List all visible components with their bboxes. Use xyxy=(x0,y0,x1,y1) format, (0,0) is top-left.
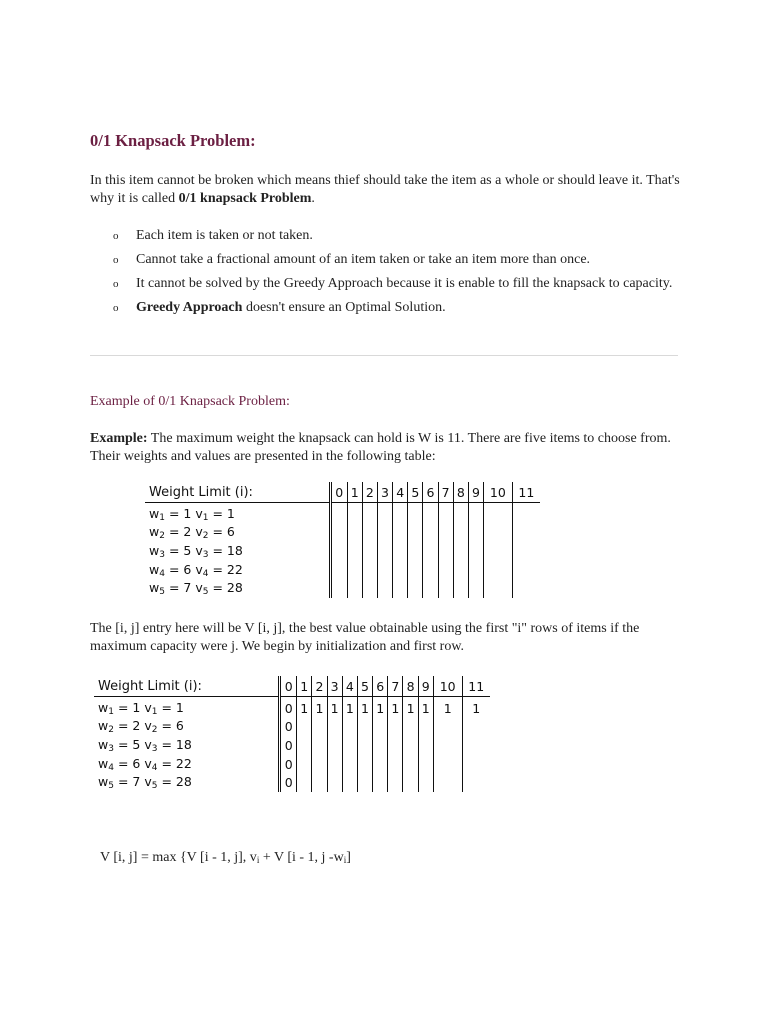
item-weight-value: = 5 xyxy=(164,542,196,558)
table-cell: 1 xyxy=(312,697,327,718)
item-value-value: = 28 xyxy=(208,580,243,596)
recurrence-formula xyxy=(100,850,351,866)
table-cell xyxy=(512,579,540,598)
item-weight-symbol: w xyxy=(149,580,160,596)
table-cell xyxy=(403,718,418,737)
item-value-symbol: v xyxy=(144,755,152,771)
dp-table xyxy=(94,676,490,792)
column-header: 11 xyxy=(512,482,540,503)
table-cell xyxy=(484,503,513,524)
table-cell xyxy=(418,773,433,792)
example-label: Example: xyxy=(90,431,148,446)
table-cell xyxy=(312,755,327,774)
table-cell xyxy=(373,718,388,737)
table-cell xyxy=(438,579,453,598)
table-row xyxy=(94,773,490,792)
column-header: 5 xyxy=(408,482,423,503)
item-label xyxy=(145,579,330,598)
item-weight-symbol: w xyxy=(149,542,160,558)
item-weight-symbol: w xyxy=(149,524,160,540)
section-divider xyxy=(90,355,678,356)
item-value-value: = 28 xyxy=(157,774,192,790)
item-value-value: = 18 xyxy=(157,736,192,752)
item-value-index: 1 xyxy=(202,512,209,523)
item-value-value: = 18 xyxy=(208,542,243,558)
table-cell xyxy=(462,718,490,737)
item-weight-value: = 1 xyxy=(113,699,145,715)
list-item xyxy=(90,225,680,247)
table-cell xyxy=(403,773,418,792)
bullet-marker: o xyxy=(113,302,119,314)
item-value-symbol: v xyxy=(195,505,203,521)
table-cell: 1 xyxy=(357,697,372,718)
items-table xyxy=(145,482,540,598)
table-cell: 0 xyxy=(280,718,297,737)
table-cell xyxy=(330,579,347,598)
table-cell xyxy=(357,718,372,737)
column-header: 3 xyxy=(327,676,342,697)
table-cell: 1 xyxy=(388,697,403,718)
column-header: 6 xyxy=(373,676,388,697)
table-cell xyxy=(347,579,362,598)
column-header: 9 xyxy=(418,676,433,697)
item-value-index: 4 xyxy=(202,568,209,579)
item-value-index: 5 xyxy=(202,587,209,598)
table-cell xyxy=(468,524,483,543)
table-cell xyxy=(327,718,342,737)
item-label xyxy=(145,561,330,580)
table-cell xyxy=(347,542,362,561)
table-cell xyxy=(347,524,362,543)
table-cell xyxy=(342,718,357,737)
table-cell: 1 xyxy=(373,697,388,718)
table-cell: 1 xyxy=(327,697,342,718)
column-header: 0 xyxy=(330,482,347,503)
table-cell xyxy=(418,718,433,737)
item-value-symbol: v xyxy=(144,718,152,734)
table-cell xyxy=(453,561,468,580)
table-cell xyxy=(438,561,453,580)
item-value-index: 2 xyxy=(202,531,209,542)
item-weight-symbol: w xyxy=(98,699,109,715)
column-header: 0 xyxy=(280,676,297,697)
item-value-value: = 6 xyxy=(157,718,184,734)
table-cell xyxy=(342,773,357,792)
column-header: 8 xyxy=(453,482,468,503)
item-weight-value: = 2 xyxy=(113,718,145,734)
table-cell xyxy=(423,579,438,598)
item-weight-index: 5 xyxy=(159,587,165,598)
item-value-symbol: v xyxy=(195,524,203,540)
item-value-symbol: v xyxy=(144,699,152,715)
column-header: 3 xyxy=(377,482,392,503)
item-label xyxy=(94,697,280,718)
table-cell xyxy=(312,718,327,737)
table-cell: 1 xyxy=(297,697,312,718)
table-cell xyxy=(377,503,392,524)
table-cell xyxy=(357,736,372,755)
table-cell: 1 xyxy=(462,697,490,718)
explanation-paragraph: The [i, j] entry here will be V [i, j], the best value obtainable using the first "i" rows of items if the maximum capacity were j. We begin by initialization and first row. xyxy=(90,621,640,654)
item-value-symbol: v xyxy=(144,736,152,752)
item-weight-value: = 7 xyxy=(164,580,196,596)
table-cell xyxy=(327,773,342,792)
table-cell xyxy=(484,579,513,598)
formula-subscript: i xyxy=(256,855,260,865)
table-cell: 1 xyxy=(403,697,418,718)
item-weight-symbol: w xyxy=(98,718,109,734)
example-heading: Example of 0/1 Knapsack Problem: xyxy=(90,394,290,409)
item-weight-value: = 5 xyxy=(113,736,145,752)
column-header: 4 xyxy=(342,676,357,697)
item-label xyxy=(94,718,280,737)
item-weight-index: 5 xyxy=(108,781,114,792)
table-row xyxy=(145,503,540,524)
table-cell xyxy=(453,542,468,561)
table-cell xyxy=(297,773,312,792)
table-cell xyxy=(388,718,403,737)
table-cell xyxy=(408,542,423,561)
table-cell xyxy=(408,503,423,524)
table-row xyxy=(145,579,540,598)
item-value-index: 2 xyxy=(151,725,158,736)
table-row xyxy=(145,561,540,580)
item-weight-index: 1 xyxy=(159,512,165,523)
item-weight-value: = 1 xyxy=(164,505,196,521)
table-cell xyxy=(468,542,483,561)
table-cell xyxy=(453,579,468,598)
bullet-marker: o xyxy=(113,230,119,242)
table-cell xyxy=(297,718,312,737)
item-value-index: 4 xyxy=(151,762,158,773)
formula-part: + V [i - 1, j -w xyxy=(259,850,344,865)
table-cell xyxy=(484,524,513,543)
column-header: 10 xyxy=(484,482,513,503)
table-cell xyxy=(403,755,418,774)
table-cell xyxy=(342,755,357,774)
table-cell xyxy=(462,755,490,774)
table-cell xyxy=(423,524,438,543)
table-cell xyxy=(418,755,433,774)
example-paragraph xyxy=(90,430,680,466)
item-value-value: = 6 xyxy=(208,524,235,540)
table-cell: 0 xyxy=(280,755,297,774)
intro-text: In this item cannot be broken which means thief should take the item as a whole or should leave it. That's why it is called xyxy=(90,173,680,206)
intro-paragraph xyxy=(90,172,680,208)
table-cell xyxy=(484,561,513,580)
item-label xyxy=(94,773,280,792)
table-cell xyxy=(462,736,490,755)
table-cell xyxy=(468,503,483,524)
table-cell: 0 xyxy=(280,773,297,792)
item-value-value: = 1 xyxy=(157,699,184,715)
table-cell xyxy=(438,524,453,543)
table-cell xyxy=(393,503,408,524)
column-header: 1 xyxy=(347,482,362,503)
bullet-marker: o xyxy=(113,254,119,266)
table-cell xyxy=(330,561,347,580)
table-cell: 1 xyxy=(342,697,357,718)
item-label xyxy=(145,542,330,561)
list-item-text: Each item is taken or not taken. xyxy=(136,228,313,243)
table-header-row xyxy=(94,676,490,697)
property-list xyxy=(90,225,680,321)
item-weight-index: 3 xyxy=(108,743,114,754)
table-cell xyxy=(393,524,408,543)
header-label: Weight Limit (i): xyxy=(94,676,280,697)
table-cell xyxy=(388,773,403,792)
table-cell xyxy=(330,542,347,561)
table-cell xyxy=(377,561,392,580)
table-cell xyxy=(512,561,540,580)
item-weight-index: 1 xyxy=(108,706,114,717)
item-label xyxy=(94,736,280,755)
item-value-symbol: v xyxy=(195,542,203,558)
item-value-index: 3 xyxy=(151,743,158,754)
item-weight-index: 2 xyxy=(159,531,165,542)
item-weight-value: = 6 xyxy=(113,755,145,771)
table-cell xyxy=(362,561,377,580)
table-cell xyxy=(373,773,388,792)
item-weight-symbol: w xyxy=(98,774,109,790)
item-value-symbol: v xyxy=(195,561,203,577)
table-cell xyxy=(433,773,462,792)
list-item xyxy=(90,297,680,319)
item-weight-symbol: w xyxy=(149,505,160,521)
item-label xyxy=(94,755,280,774)
item-value-value: = 1 xyxy=(208,505,235,521)
table-cell xyxy=(484,542,513,561)
table-cell xyxy=(342,736,357,755)
header-label: Weight Limit (i): xyxy=(145,482,330,503)
table-cell xyxy=(362,503,377,524)
table-cell xyxy=(362,524,377,543)
table-cell xyxy=(512,542,540,561)
table-cell xyxy=(423,542,438,561)
item-label xyxy=(145,524,330,543)
table-cell xyxy=(423,503,438,524)
table-cell xyxy=(357,755,372,774)
table-cell xyxy=(453,503,468,524)
item-value-symbol: v xyxy=(195,580,203,596)
table-cell xyxy=(433,755,462,774)
formula-part: ] xyxy=(346,850,351,865)
table-cell xyxy=(418,736,433,755)
table-cell xyxy=(468,561,483,580)
table-cell xyxy=(330,503,347,524)
table-cell xyxy=(438,542,453,561)
table-cell xyxy=(312,736,327,755)
item-label xyxy=(145,503,330,524)
table-cell xyxy=(408,561,423,580)
list-item-text: It cannot be solved by the Greedy Approach because it is enable to fill the knapsack to capacity. xyxy=(136,276,673,291)
list-item xyxy=(90,249,680,271)
table-cell xyxy=(312,773,327,792)
table-cell xyxy=(433,718,462,737)
column-header: 2 xyxy=(362,482,377,503)
table-cell xyxy=(357,773,372,792)
item-value-value: = 22 xyxy=(208,561,243,577)
item-weight-index: 4 xyxy=(108,762,114,773)
table-cell xyxy=(393,542,408,561)
table-cell xyxy=(362,542,377,561)
table-cell xyxy=(297,755,312,774)
item-value-index: 1 xyxy=(151,706,158,717)
table-cell: 0 xyxy=(280,736,297,755)
list-item-text: Cannot take a fractional amount of an item taken or take an item more than once. xyxy=(136,252,591,267)
table-cell xyxy=(347,561,362,580)
item-weight-value: = 7 xyxy=(113,774,145,790)
item-weight-index: 4 xyxy=(159,568,165,579)
table-cell xyxy=(408,524,423,543)
column-header: 2 xyxy=(312,676,327,697)
table-cell xyxy=(327,755,342,774)
table-cell xyxy=(468,579,483,598)
table-row xyxy=(94,755,490,774)
table-row xyxy=(145,524,540,543)
column-header: 11 xyxy=(462,676,490,697)
table-cell xyxy=(512,524,540,543)
intro-bold-term: 0/1 knapsack Problem xyxy=(178,191,312,206)
table-cell: 0 xyxy=(280,697,297,718)
table-header-row xyxy=(145,482,540,503)
table-cell xyxy=(377,579,392,598)
page-title: 0/1 Knapsack Problem: xyxy=(90,131,256,150)
item-weight-symbol: w xyxy=(98,755,109,771)
column-header: 4 xyxy=(393,482,408,503)
item-value-symbol: v xyxy=(144,774,152,790)
list-item xyxy=(90,273,680,295)
column-header: 9 xyxy=(468,482,483,503)
bullet-marker: o xyxy=(113,278,119,290)
table-cell xyxy=(403,736,418,755)
table-row xyxy=(94,697,490,718)
table-cell xyxy=(297,736,312,755)
table-cell xyxy=(433,736,462,755)
table-cell xyxy=(462,773,490,792)
table-cell: 1 xyxy=(418,697,433,718)
column-header: 8 xyxy=(403,676,418,697)
item-weight-index: 2 xyxy=(108,725,114,736)
column-header: 7 xyxy=(388,676,403,697)
table-cell xyxy=(330,524,347,543)
example-text: The maximum weight the knapsack can hold is W is 11. There are five items to choose from. Their weights and values are presented in the following table: xyxy=(90,431,671,464)
table-cell xyxy=(373,755,388,774)
list-item-text: doesn't ensure an Optimal Solution. xyxy=(242,300,446,315)
table-cell xyxy=(362,579,377,598)
column-header: 6 xyxy=(423,482,438,503)
item-weight-symbol: w xyxy=(98,736,109,752)
table-cell xyxy=(408,579,423,598)
formula-subscript: i xyxy=(343,855,347,865)
table-cell xyxy=(377,542,392,561)
intro-text-end: . xyxy=(311,191,315,206)
item-weight-value: = 6 xyxy=(164,561,196,577)
table-cell xyxy=(393,579,408,598)
table-cell xyxy=(388,755,403,774)
table-cell xyxy=(327,736,342,755)
item-value-value: = 22 xyxy=(157,755,192,771)
table-cell xyxy=(388,736,403,755)
list-item-bold: Greedy Approach xyxy=(136,300,243,315)
column-header: 5 xyxy=(357,676,372,697)
table-cell xyxy=(373,736,388,755)
table-row xyxy=(94,736,490,755)
table-cell xyxy=(393,561,408,580)
item-weight-index: 3 xyxy=(159,549,165,560)
column-header: 7 xyxy=(438,482,453,503)
table-cell xyxy=(347,503,362,524)
table-row xyxy=(145,542,540,561)
table-cell xyxy=(438,503,453,524)
column-header: 10 xyxy=(433,676,462,697)
item-value-index: 5 xyxy=(151,781,158,792)
column-header: 1 xyxy=(297,676,312,697)
table-cell xyxy=(453,524,468,543)
formula-part: V [i, j] = max {V [i - 1, j], v xyxy=(100,850,257,865)
item-weight-symbol: w xyxy=(149,561,160,577)
table-cell xyxy=(423,561,438,580)
table-row xyxy=(94,718,490,737)
table-cell xyxy=(377,524,392,543)
table-cell xyxy=(512,503,540,524)
table-cell: 1 xyxy=(433,697,462,718)
item-weight-value: = 2 xyxy=(164,524,196,540)
item-value-index: 3 xyxy=(202,549,209,560)
